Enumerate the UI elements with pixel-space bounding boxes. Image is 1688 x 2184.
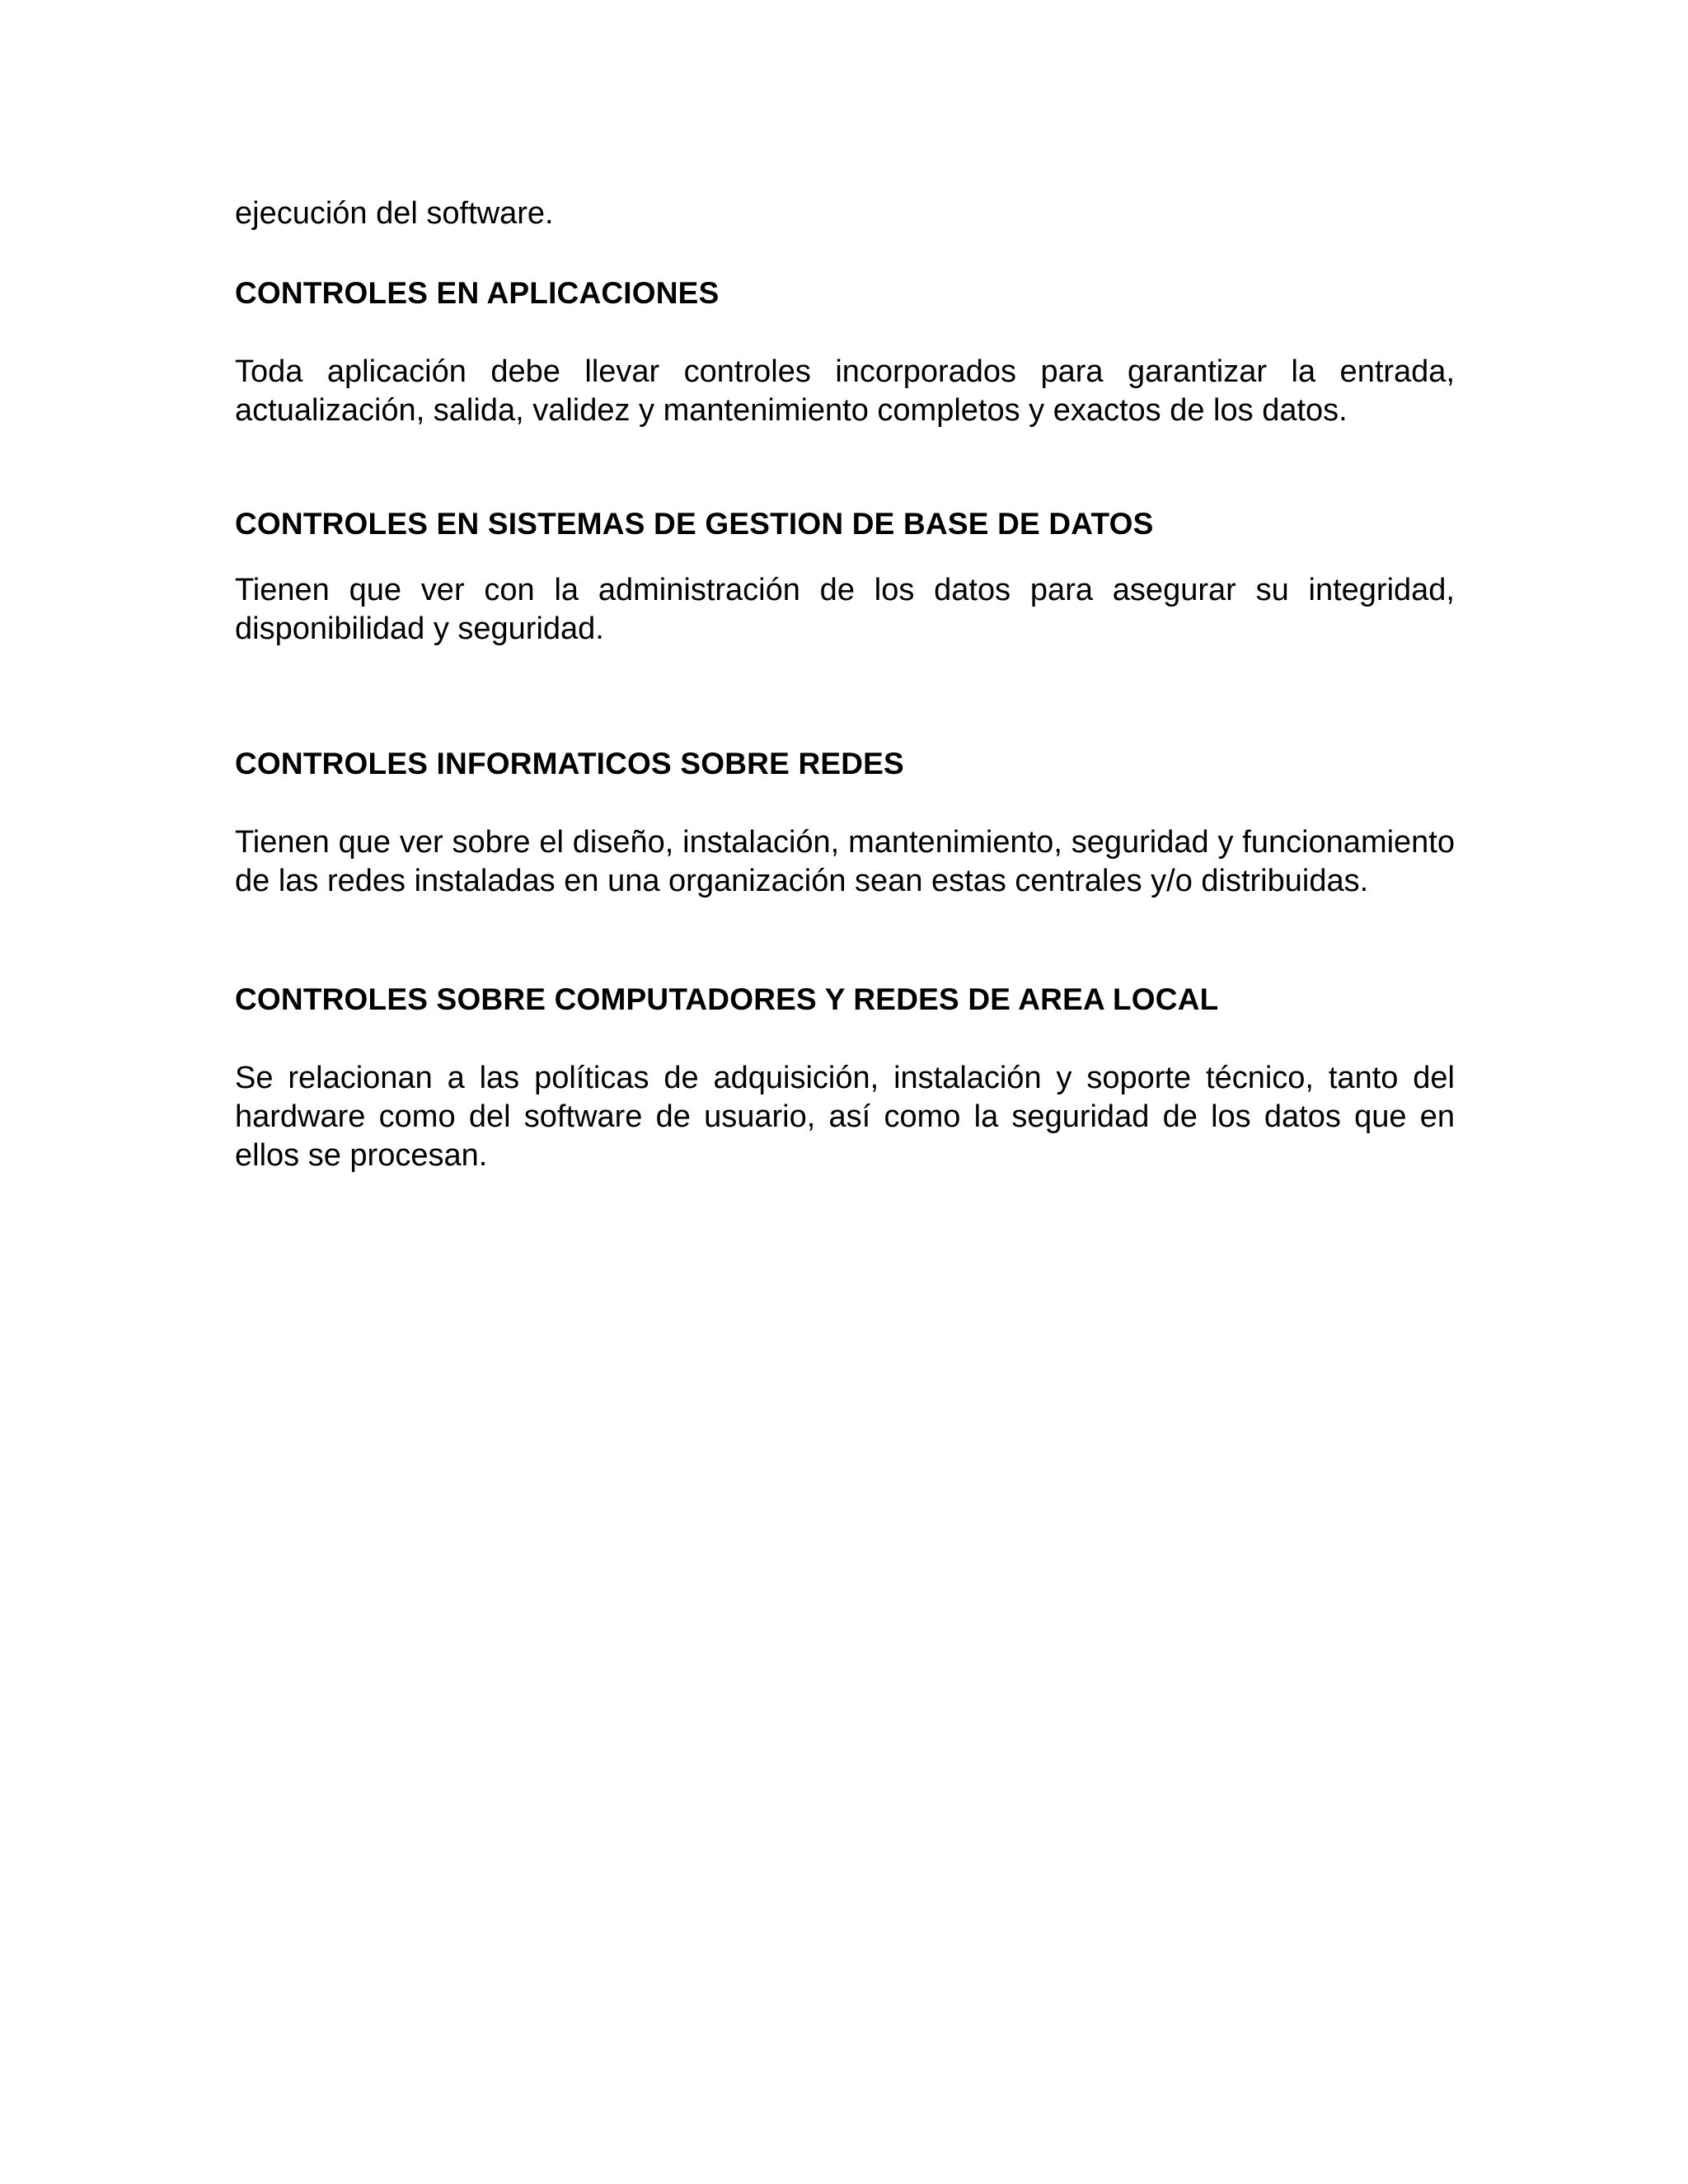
section-heading-base-de-datos: CONTROLES EN SISTEMAS DE GESTION DE BASE DE DATOS <box>235 507 1154 541</box>
section-heading-aplicaciones: CONTROLES EN APLICACIONES <box>235 276 720 310</box>
section-heading-area-local: CONTROLES SOBRE COMPUTADORES Y REDES DE AREA LOCAL <box>235 982 1219 1016</box>
section-body-area-local: Se relacionan a las políticas de adquisición, instalación y soporte técnico, tanto del hardware como del software de usuario, así como la seguridad de los datos que en ellos se procesan. <box>235 1061 1455 1173</box>
section-heading-redes: CONTROLES INFORMATICOS SOBRE REDES <box>235 747 904 780</box>
section-body-redes: Tienen que ver sobre el diseño, instalación, mantenimiento, seguridad y funcionamiento de las redes instaladas en una organización sean estas centrales y/o distribuidas. <box>235 825 1455 898</box>
section-body-aplicaciones: Toda aplicación debe llevar controles incorporados para garantizar la entrada, actualización, salida, validez y mantenimiento completos y exactos de los datos. <box>235 354 1455 428</box>
section-body-base-de-datos: Tienen que ver con la administración de los datos para asegurar su integridad, disponibilidad y seguridad. <box>235 573 1455 646</box>
intro-continuation-text: ejecución del software. <box>235 196 554 231</box>
